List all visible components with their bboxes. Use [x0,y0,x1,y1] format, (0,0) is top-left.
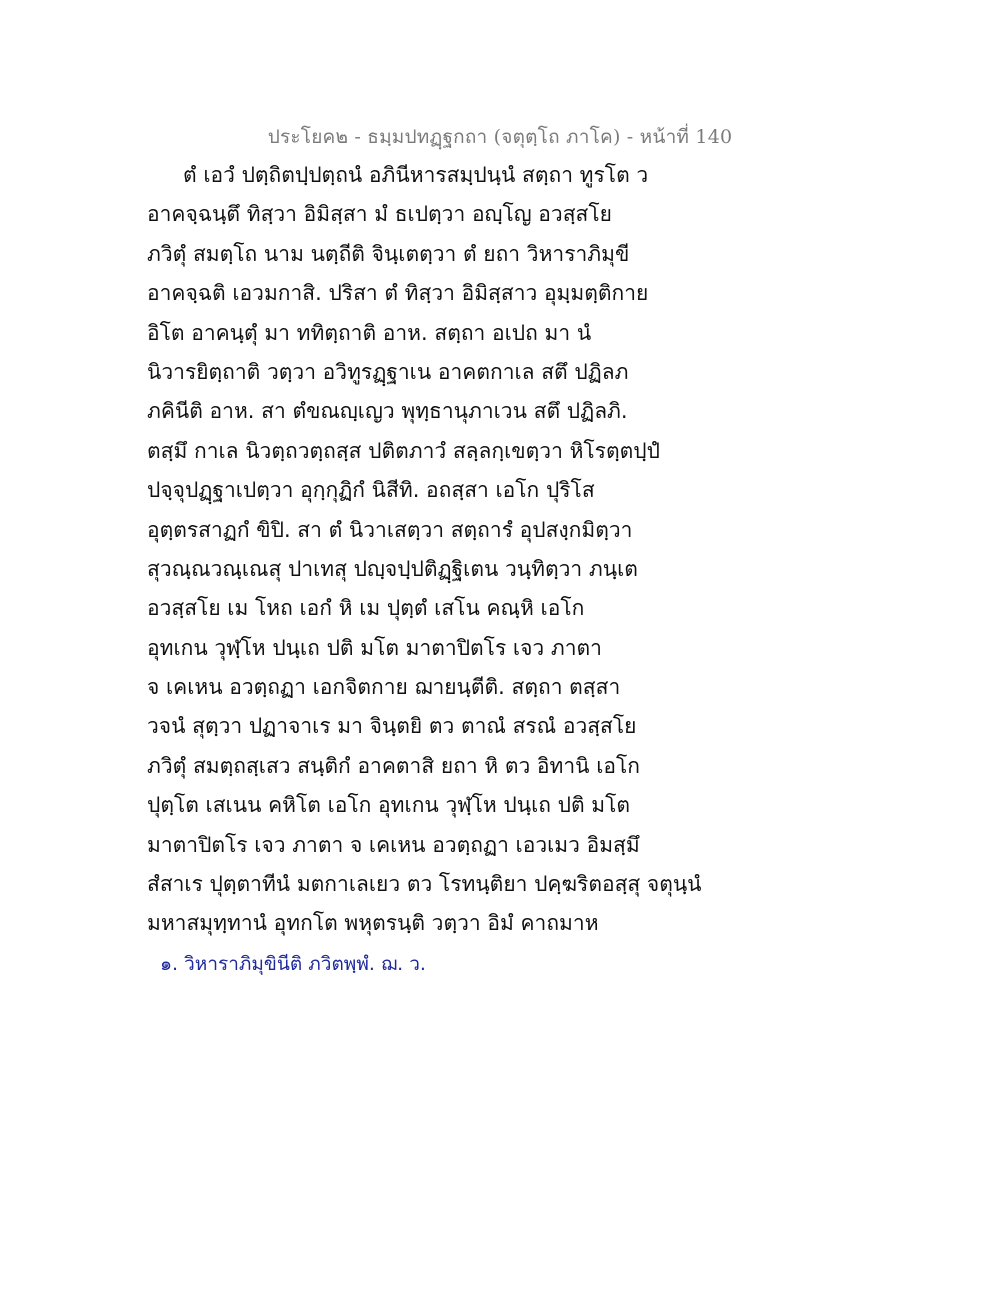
text-line: ตสฺมึ กาเล นิวตฺถวตฺถสฺส ปติตภาวํ สลฺลกฺเขตฺวา หิโรตฺตปฺปํ [147,438,660,463]
text-line: อุตฺตรสาฏกํ ขิปิ. สา ตํ นิวาเสตฺวา สตฺถารํ อุปสงฺกมิตฺวา [147,517,633,542]
text-line: วจนํ สุตฺวา ปฏาจาเร มา จินฺตยิ ตว ตาณํ สรณํ อวสฺสโย [147,714,637,739]
header-title: ประโยค๒ - ธมฺมปทฏฺฐกถา (จตุตฺโถ ภาโค) - หน้าที่ 140 [267,126,733,148]
text-line: อาคจฺฉติ เอวมกาสิ. ปริสา ตํ ทิสฺวา อิมิสฺสาว อุมฺมตฺติกาย [147,281,649,306]
text-line: สุวณฺณวณฺเณสุ ปาเทสุ ปญฺจปฺปติฏฺฐิเตน วนฺทิตฺวา ภนฺเต [147,556,638,581]
text-line: อิโต อาคนฺตุํ มา ททิตฺถาติ อาห. สตฺถา อเปถ มา นํ [147,320,592,345]
text-line: ภคินีติ อาห. สา ตํขณญฺเญว พุทฺธานุภาเวน สตึ ปฏิลภิ. [147,399,628,424]
text-line: อาคจฺฉนฺตึ ทิสฺวา อิมิสฺสา มํ ธเปตฺวา อญฺโญ อวสฺสโย [147,202,612,227]
text-line: มาตาปิตโร เจว ภาตา จ เคเหน อวตฺถฏา เอวเมว อิมสฺมึ [147,832,640,857]
text-line: นิวารยิตฺถาติ วตฺวา อวิทูรฏฺฐาเน อาคตกาเล สตึ ปฏิลภ [147,359,629,384]
text-line: อวสฺสโย เม โหถ เอกํ หิ เม ปุตฺตํ เสโน คณฺหิ เอโก [147,596,585,621]
text-line: จ เคเหน อวตฺถฏา เอกจิตกาย ฌายนฺตีติ. สตฺถา ตสฺสา [147,675,621,700]
text-line: ภวิตุํ สมตฺโถ นาม นตฺถีติ จินฺเตตฺวา ตํ ยถา วิหาราภิมุขี [147,241,630,266]
footnote: ๑. วิหาราภิมุขินีติ ภวิตพฺพํ. ฌ. ว. [160,953,426,975]
text-line: อุทเกน วุฬฺโห ปนฺเถ ปติ มโต มาตาปิตโร เจว ภาตา [147,635,602,660]
text-line: ปุตฺโต เสเนน คหิโต เอโก อุทเกน วุฬฺโห ปนฺเถ ปติ มโต [147,793,631,818]
body-text [147,156,707,944]
text-line: ปจฺจุปฏฺฐาเปตฺวา อุกฺกุฏิกํ นิสีทิ. อถสฺสา เอโก ปุริโส [147,478,595,503]
text-line: ภวิตุํ สมตฺถสฺเสว สนฺติกํ อาคตาสิ ยถา หิ ตว อิทานิ เอโก [147,753,640,778]
text-line: ตํ เอวํ ปตฺถิตปฺปตฺถนํ อภินีหารสมฺปนฺนํ สตฺถา ทูรโต ว [183,163,649,187]
page-header [0,122,1000,152]
text-line: สํสาเร ปุตฺตาทีนํ มตกาเลเยว ตว โรทนฺติยา ปคฺฆริตอสฺสุ จตุนฺนํ [147,872,702,897]
text-line: มหาสมุทฺทานํ อุทกโต พหุตรนฺติ วตฺวา อิมํ คาถมาห [147,911,599,936]
